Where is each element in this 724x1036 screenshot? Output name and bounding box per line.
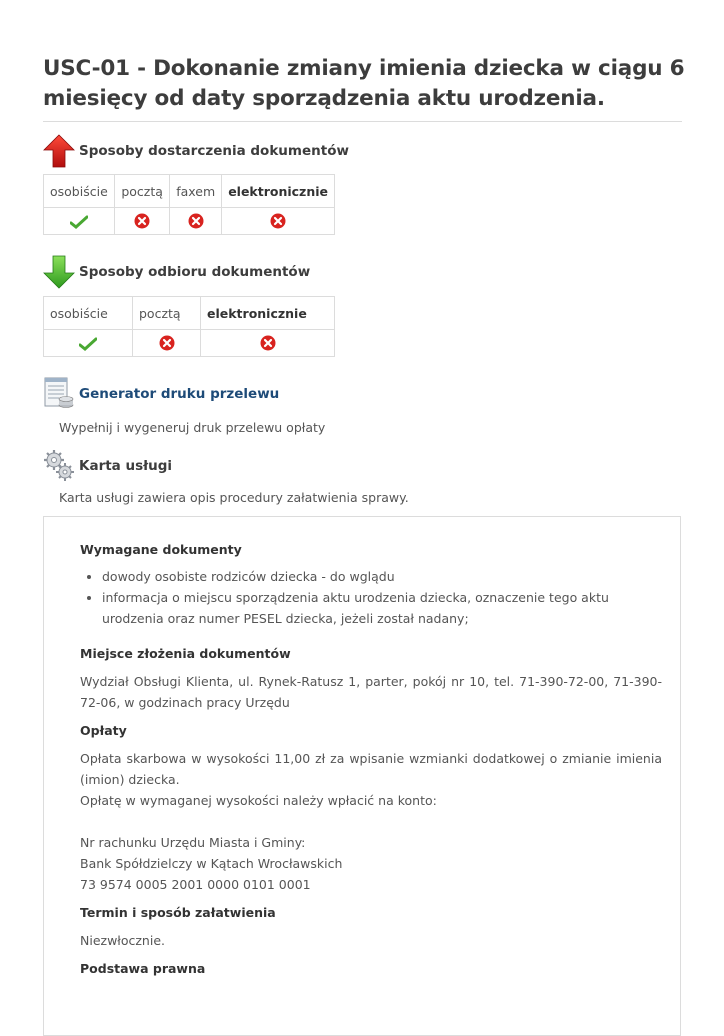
receipt-col-post: pocztą [133, 297, 201, 330]
delivery-mark-post [115, 208, 170, 235]
gears-icon [43, 449, 75, 483]
receipt-mark-post [133, 330, 201, 357]
receipt-col-electronic: elektronicznie [201, 297, 335, 330]
delivery-col-fax: faxem [170, 175, 222, 208]
fees-line2: Opłatę w wymaganej wysokości należy wpłacić na konto: [80, 793, 437, 808]
fees-line1: Opłata skarbowa w wysokości 11,00 zł za wpisanie wzmianki dodatkowej o zmianie imienia (imion) dziecka. [80, 751, 662, 787]
page-title: USC-01 - Dokonanie zmiany imienia dziecka w ciągu 6 miesięcy od daty sporządzenia aktu urodzenia. [43, 56, 685, 111]
cross-circle-icon [159, 335, 175, 351]
generator-description: Wypełnij i wygeneruj druk przelewu opłaty [59, 420, 326, 435]
delivery-mark-fax [170, 208, 222, 235]
service-card-description: Karta usługi zawiera opis procedury załatwienia sprawy. [59, 490, 409, 505]
cross-circle-icon [188, 213, 204, 229]
place-heading: Miejsce złożenia dokumentów [80, 646, 291, 661]
list-item: • informacja o miejscu sporządzenia aktu urodzenia dziecka, oznaczenie tego aktu urodzenia oraz numer PESEL dziecka, jeżeli został nadany; [102, 587, 662, 629]
account-label: Nr rachunku Urzędu Miasta i Gminy: [80, 835, 306, 850]
legal-heading: Podstawa prawna [80, 961, 206, 976]
receipt-mark-personal [44, 330, 133, 357]
service-card-panel [43, 516, 681, 1036]
check-icon [79, 337, 97, 351]
green-down-arrow-icon [43, 255, 75, 289]
deadline-text: Niezwłocznie. [80, 933, 165, 948]
delivery-col-electronic: elektronicznie [222, 175, 335, 208]
delivery-col-post: pocztą [115, 175, 170, 208]
delivery-mark-personal [44, 208, 115, 235]
delivery-heading: Sposoby dostarczenia dokumentów [79, 143, 349, 159]
generator-link[interactable]: Generator druku przelewu [79, 386, 280, 402]
check-icon [70, 215, 88, 229]
cross-circle-icon [134, 213, 150, 229]
required-docs-list [80, 566, 662, 629]
required-docs-heading: Wymagane dokumenty [80, 542, 242, 557]
deadline-heading: Termin i sposób załatwienia [80, 905, 276, 920]
service-card-heading: Karta usługi [79, 458, 173, 474]
delivery-availability-row [44, 208, 335, 235]
title-divider [43, 121, 682, 122]
cross-circle-icon [260, 335, 276, 351]
receipt-section-header [43, 255, 310, 289]
bank-name: Bank Spółdzielczy w Kątach Wrocławskich [80, 856, 343, 871]
receipt-table [43, 296, 335, 357]
fees-heading: Opłaty [80, 723, 127, 738]
receipt-mark-electronic [201, 330, 335, 357]
account-number: 73 9574 0005 2001 0000 0101 0001 [80, 877, 311, 892]
list-item: • dowody osobiste rodziców dziecka - do wglądu [102, 566, 662, 587]
delivery-mark-electronic [222, 208, 335, 235]
delivery-table [43, 174, 335, 235]
receipt-col-personal: osobiście [44, 297, 133, 330]
service-card-section-header [43, 449, 172, 483]
place-text: Wydział Obsługi Klienta, ul. Rynek-Ratusz 1, parter, pokój nr 10, tel. 71-390-72-00, 71-390-72-06, w godzinach pracy Urzędu [80, 674, 662, 710]
red-up-arrow-icon [43, 134, 75, 168]
transfer-form-icon [43, 377, 75, 411]
generator-section-header[interactable] [43, 377, 279, 411]
delivery-col-personal: osobiście [44, 175, 115, 208]
delivery-section-header [43, 134, 349, 168]
cross-circle-icon [270, 213, 286, 229]
receipt-heading: Sposoby odbioru dokumentów [79, 264, 311, 280]
receipt-availability-row [44, 330, 335, 357]
